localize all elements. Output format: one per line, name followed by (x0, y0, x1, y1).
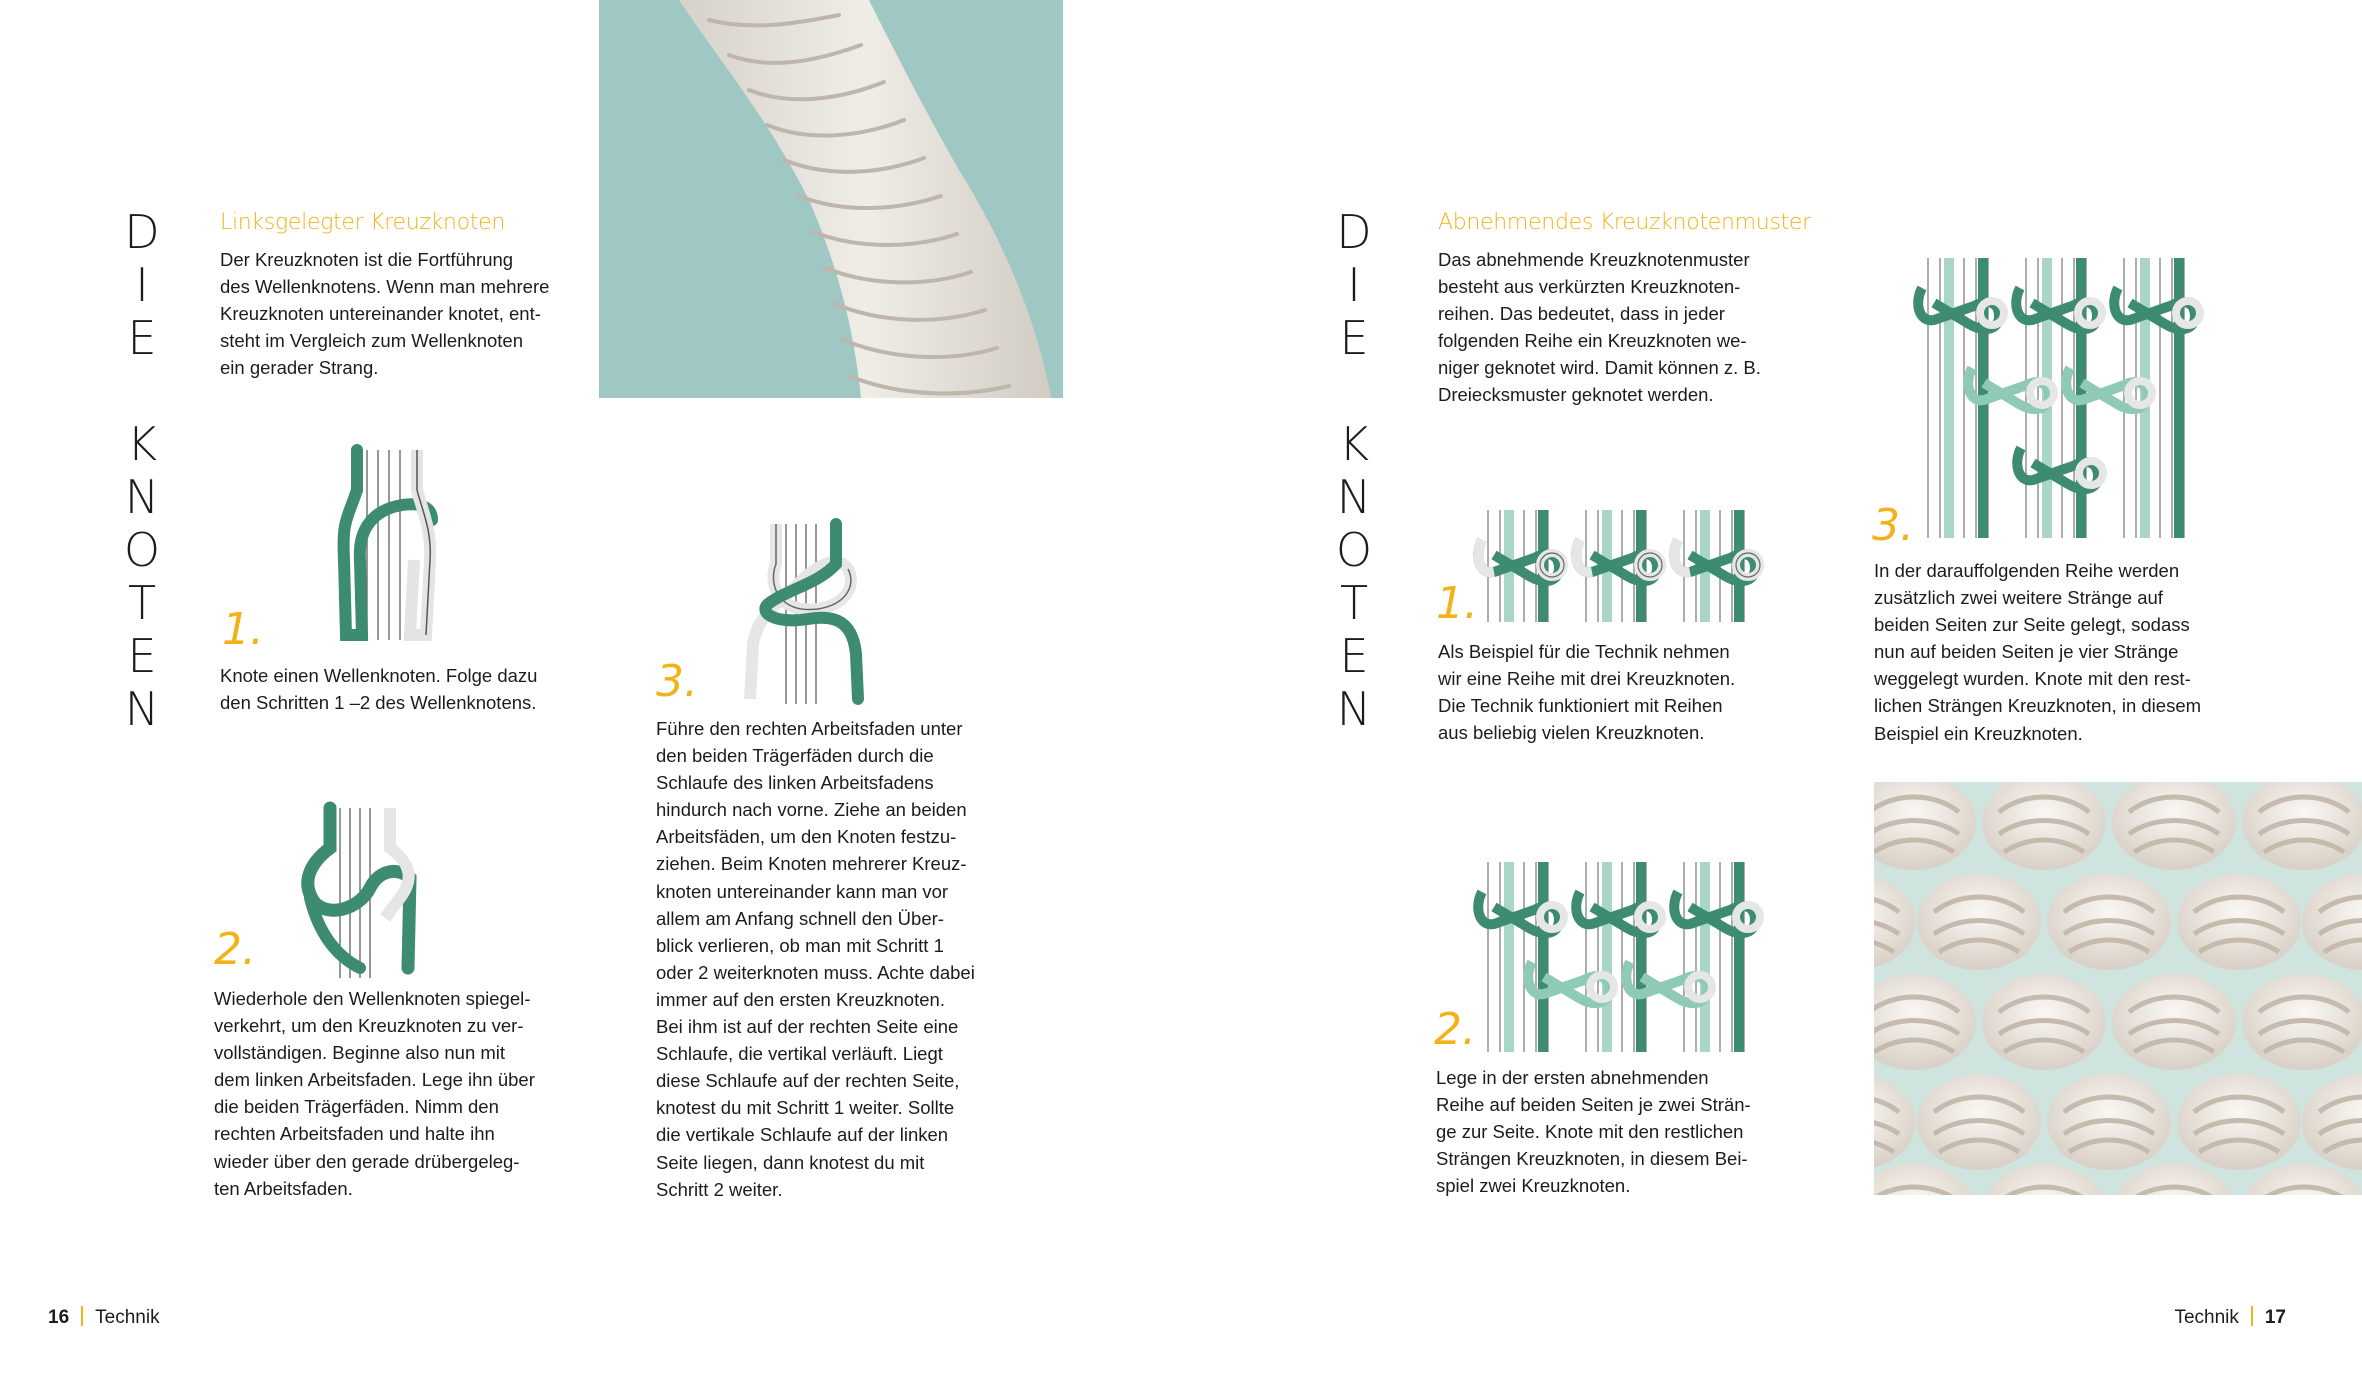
text-line: die beiden Trägerfäden. Nimm den (214, 1096, 499, 1118)
right-vertical-title (1324, 206, 1384, 736)
text-line: Schritt 2 weiter. (656, 1178, 783, 1200)
text-line: ten Arbeitsfaden. (214, 1177, 353, 1199)
text-line: knotest du mit Schritt 1 weiter. Sollte (656, 1097, 955, 1119)
right-page-number: 17 (2264, 1307, 2286, 1328)
left-step2-number: 2. (214, 924, 256, 975)
left-page-number: 16 (48, 1307, 70, 1328)
left-step1-number: 1. (222, 604, 264, 655)
knot-step1-diagram (322, 450, 452, 640)
pattern-step2-diagram (1474, 862, 1764, 1052)
right-step3-number: 3. (1872, 500, 1914, 551)
footer-divider (81, 1306, 83, 1326)
title-letter: N (124, 682, 160, 736)
text-line: Knote einen Wellenknoten. Folge dazu (220, 665, 538, 686)
macrame-braid-photo (599, 0, 1063, 398)
text-line: Bei ihm ist auf der rechten Seite eine (656, 1016, 959, 1038)
text-line: die vertikale Schlaufe auf der linken (656, 1124, 949, 1146)
title-letter: T (127, 576, 157, 630)
text-line: Wiederhole den Wellenknoten spiegel- (214, 988, 531, 1009)
text-line: Kreuzknoten untereinander knotet, ent- (220, 303, 541, 325)
text-line: In der darauffolgenden Reihe werden (1874, 560, 2180, 581)
right-step3-text (1874, 557, 2201, 747)
text-line: ziehen. Beim Knoten mehrerer Kreuz- (656, 853, 967, 875)
left-vertical-title (112, 206, 172, 736)
title-letter: E (1339, 311, 1369, 365)
text-line: Der Kreuzknoten ist die Fortführung (220, 249, 514, 270)
right-subtitle: Abnehmendes Kreuzknotenmuster (1438, 210, 1811, 235)
footer-divider (2251, 1306, 2253, 1326)
left-step2-text (214, 985, 535, 1202)
text-line: nun auf beiden Seiten je vier Stränge (1874, 641, 2179, 663)
text-line: Schlaufe des linken Arbeitsfadens (656, 772, 934, 794)
right-step1-number: 1. (1436, 578, 1478, 629)
left-section-label: Technik (95, 1307, 160, 1328)
text-line: diese Schlaufe auf der rechten Seite, (656, 1070, 960, 1092)
title-letter: E (1339, 629, 1369, 683)
left-step1-text (220, 662, 537, 716)
text-line: oder 2 weiterknoten muss. Achte dabei (656, 961, 975, 983)
text-line: Als Beispiel für die Technik nehmen (1438, 641, 1730, 662)
title-letter: D (124, 205, 160, 259)
text-line: Seite liegen, dann knotest du mit (656, 1151, 925, 1173)
title-letter: T (1339, 576, 1369, 630)
text-line: Schlaufe, die vertikal verläuft. Liegt (656, 1043, 943, 1065)
pattern-step1-diagram (1474, 510, 1764, 622)
title-letter: N (124, 470, 160, 524)
text-line: den beiden Trägerfäden durch die (656, 745, 934, 767)
text-line: rechten Arbeitsfaden und halte ihn (214, 1123, 495, 1145)
text-line: verkehrt, um den Kreuzknoten zu ver- (214, 1015, 524, 1037)
title-letter: E (127, 311, 157, 365)
text-line: Das abnehmende Kreuzknotenmuster (1438, 249, 1750, 270)
text-line: Dreiecksmuster geknotet werden. (1438, 384, 1714, 406)
text-line: hindurch nach vorne. Ziehe an beiden (656, 799, 967, 821)
title-letter: O (1335, 523, 1373, 577)
left-step3-text (656, 715, 975, 1203)
right-footer (2174, 1306, 2286, 1329)
text-line: Lege in der ersten abnehmenden (1436, 1067, 1709, 1088)
text-line: vollständigen. Beginne also nun mit (214, 1042, 506, 1064)
text-line: niger geknotet wird. Damit können z. B. (1438, 357, 1761, 379)
left-intro-text (220, 246, 549, 381)
text-line: Arbeitsfäden, um den Knoten festzu- (656, 826, 957, 848)
text-line: den Schritten 1 –2 des Wellenknotens. (220, 692, 537, 714)
right-step2-number: 2. (1434, 1004, 1476, 1055)
title-letter: I (1347, 258, 1361, 312)
right-step2-text (1436, 1064, 1751, 1199)
text-line: des Wellenknotens. Wenn man mehrere (220, 276, 550, 298)
left-step3-number: 3. (656, 656, 698, 707)
text-line: knoten untereinander kann man vor (656, 880, 949, 902)
title-letter: I (135, 258, 149, 312)
macrame-pattern-photo (1874, 782, 2362, 1195)
knot-step2-diagram (300, 808, 430, 978)
text-line: blick verlieren, ob man mit Schritt 1 (656, 934, 944, 956)
title-letter: O (123, 523, 161, 577)
title-letter: E (127, 629, 157, 683)
text-line: besteht aus verkürzten Kreuzknoten- (1438, 276, 1741, 298)
text-line: spiel zwei Kreuzknoten. (1436, 1175, 1631, 1197)
left-footer (48, 1306, 160, 1329)
text-line: Führe den rechten Arbeitsfaden unter (656, 718, 963, 739)
text-line: dem linken Arbeitsfaden. Lege ihn über (214, 1069, 535, 1091)
text-line: beiden Seiten zur Seite gelegt, sodass (1874, 614, 2190, 636)
title-letter: N (1336, 470, 1372, 524)
title-letter: K (1338, 417, 1370, 471)
title-letter: D (1336, 205, 1372, 259)
text-line: immer auf den ersten Kreuzknoten. (656, 988, 945, 1010)
text-line: Beispiel ein Kreuzknoten. (1874, 722, 2083, 744)
text-line: reihen. Das bedeutet, dass in jeder (1438, 303, 1725, 325)
text-line: aus beliebig vielen Kreuzknoten. (1438, 722, 1705, 744)
text-line: zusätzlich zwei weitere Stränge auf (1874, 587, 2163, 609)
text-line: wieder über den gerade drübergeleg- (214, 1150, 520, 1172)
text-line: ein gerader Strang. (220, 357, 379, 379)
knot-step3-diagram (738, 524, 878, 704)
text-line: steht im Vergleich zum Wellenknoten (220, 330, 524, 352)
title-letter: N (1336, 682, 1372, 736)
text-line: Strängen Kreuzknoten, in diesem Bei- (1436, 1148, 1748, 1170)
text-line: weggelegt wurden. Knote mit den rest- (1874, 668, 2191, 690)
text-line: ge zur Seite. Knote mit den restlichen (1436, 1121, 1744, 1143)
text-line: lichen Strängen Kreuzknoten, in diesem (1874, 695, 2202, 717)
text-line: Reihe auf beiden Seiten je zwei Strän- (1436, 1094, 1751, 1116)
text-line: wir eine Reihe mit drei Kreuzknoten. (1438, 668, 1736, 690)
left-subtitle: Linksgelegter Kreuzknoten (220, 210, 506, 235)
right-step1-text (1438, 638, 1735, 746)
text-line: Die Technik funktioniert mit Reihen (1438, 695, 1723, 717)
right-section-label: Technik (2174, 1307, 2239, 1328)
text-line: allem am Anfang schnell den Über- (656, 907, 944, 929)
text-line: folgenden Reihe ein Kreuzknoten we- (1438, 330, 1747, 352)
pattern-step3-diagram (1914, 258, 2204, 538)
right-intro-text (1438, 246, 1761, 409)
title-letter: K (126, 417, 158, 471)
